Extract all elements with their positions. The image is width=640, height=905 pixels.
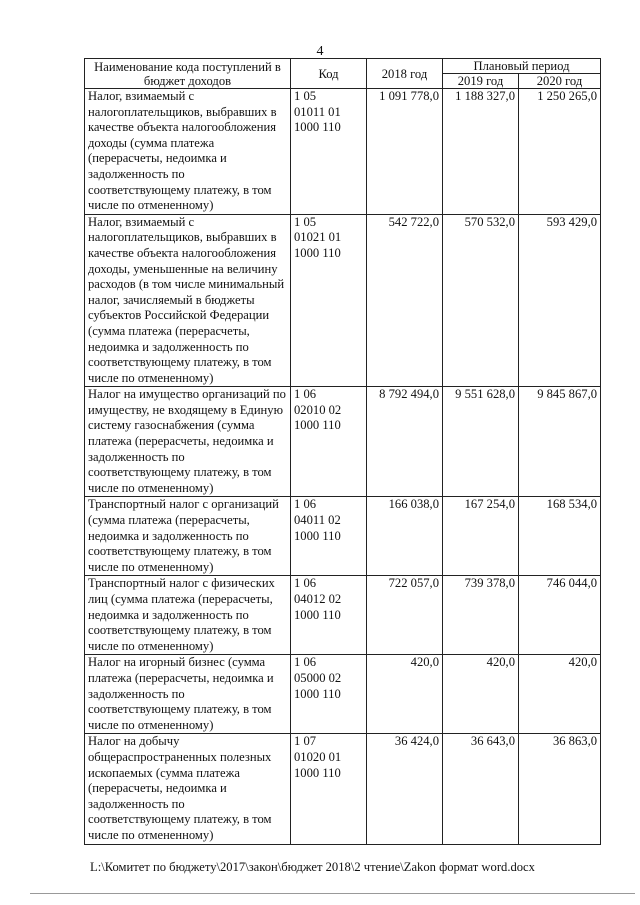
row-value-2018: 8 792 494,0 [367, 387, 443, 497]
row-value-2019: 739 378,0 [443, 576, 519, 655]
code-part: 1000 110 [294, 120, 341, 135]
code-part: 1 06 [294, 497, 317, 512]
code-part: 1 05 [294, 89, 317, 103]
code-part: 1000 110 [294, 418, 341, 433]
row-value-2018: 722 057,0 [367, 576, 443, 655]
table-row [85, 576, 601, 655]
row-value-2019: 420,0 [443, 655, 519, 734]
row-value-2019: 167 254,0 [443, 497, 519, 576]
code-part: 1000 110 [294, 607, 341, 622]
row-value-2019: 570 532,0 [443, 214, 519, 387]
row-code [291, 214, 367, 387]
code-part: 02010 02 [294, 402, 342, 417]
code-part: 1000 110 [294, 765, 341, 780]
code-part: 1000 110 [294, 528, 341, 543]
scan-edge-line [30, 893, 635, 894]
code-part: 1000 110 [294, 686, 341, 701]
row-code [291, 576, 367, 655]
code-part: 1 07 [294, 734, 317, 749]
table-row [85, 387, 601, 497]
row-code [291, 734, 367, 844]
header-row [85, 59, 601, 74]
row-value-2019: 36 643,0 [443, 734, 519, 844]
row-value-2020: 1 250 265,0 [519, 89, 601, 215]
row-value-2018: 166 038,0 [367, 497, 443, 576]
row-code [291, 497, 367, 576]
code-part: 01020 01 [294, 749, 342, 764]
code-part: 01021 01 [294, 230, 342, 245]
row-value-2018: 542 722,0 [367, 214, 443, 387]
code-part: 1 06 [294, 387, 317, 402]
revenue-table [84, 58, 601, 845]
row-name: Налог на имущество организаций по имуществу, не входящему в Единую систему газоснабжения (сумма платежа (перерасчеты, недоимка и задолженность по соответствующему платежу, в том числе по отмененному) [85, 387, 291, 497]
table-row [85, 89, 601, 215]
row-value-2019: 9 551 628,0 [443, 387, 519, 497]
row-value-2020: 9 845 867,0 [519, 387, 601, 497]
row-name: Транспортный налог с организаций (сумма платежа (перерасчеты, недоимка и задолженность по соответствующему платежу, в том числе по отмененному) [85, 497, 291, 576]
row-value-2020: 36 863,0 [519, 734, 601, 844]
table-row [85, 655, 601, 734]
code-part: 1000 110 [294, 245, 341, 260]
row-name: Налог, взимаемый с налогоплательщиков, выбравших в качестве объекта налогообложения доходы, уменьшенные на величину расходов (в том числе минимальный налог, зачисляемый в бюджеты субъектов Российской Федерации (сумма платежа (перерасчеты, недоимка и задолженность по соответствующему платежу, в том числе по отмененному) [85, 214, 291, 387]
row-code [291, 655, 367, 734]
row-value-2018: 420,0 [367, 655, 443, 734]
row-value-2020: 593 429,0 [519, 214, 601, 387]
row-name: Налог на добычу общераспространенных полезных ископаемых (сумма платежа (перерасчеты, недоимка и задолженность по соответствующему платежу, в том числе по отмененному) [85, 734, 291, 844]
table-row [85, 734, 601, 844]
header-code: Код [291, 59, 367, 89]
code-part: 1 06 [294, 576, 317, 591]
code-part: 1 05 [294, 214, 317, 229]
row-value-2020: 168 534,0 [519, 497, 601, 576]
row-code [291, 89, 367, 215]
page-number: 4 [316, 44, 324, 59]
header-name: Наименование кода поступлений в бюджет доходов [85, 59, 291, 89]
row-value-2018: 1 091 778,0 [367, 89, 443, 215]
header-planned-period: Плановый период [443, 59, 601, 74]
row-name: Транспортный налог с физических лиц (сумма платежа (перерасчеты, недоимка и задолженность по соответствующему платежу, в том числе по отмененному) [85, 576, 291, 655]
header-2020: 2020 год [519, 74, 601, 89]
row-value-2019: 1 188 327,0 [443, 89, 519, 215]
row-value-2020: 420,0 [519, 655, 601, 734]
row-name: Налог на игорный бизнес (сумма платежа (перерасчеты, недоимка и задолженность по соответствующему платежу, в том числе по отмененному) [85, 655, 291, 734]
header-2018: 2018 год [367, 59, 443, 89]
row-name: Налог, взимаемый с налогоплательщиков, выбравших в качестве объекта налогообложения доходы (сумма платежа (перерасчеты, недоимка и задолженность по соответствующему платежу, в том числе по отмененному) [85, 89, 291, 215]
code-part: 05000 02 [294, 670, 342, 685]
row-value-2018: 36 424,0 [367, 734, 443, 844]
code-part: 04012 02 [294, 592, 342, 606]
file-path-footer: L:\Комитет по бюджету\2017\закон\бюджет 2018\2 чтение\Zakon формат word.docx [90, 860, 535, 874]
table-row [85, 214, 601, 387]
code-part: 1 06 [294, 655, 317, 670]
code-part: 01011 01 [294, 104, 341, 119]
table-row [85, 497, 601, 576]
row-code [291, 387, 367, 497]
header-2019: 2019 год [443, 74, 519, 89]
row-value-2020: 746 044,0 [519, 576, 601, 655]
code-part: 04011 02 [294, 513, 341, 528]
